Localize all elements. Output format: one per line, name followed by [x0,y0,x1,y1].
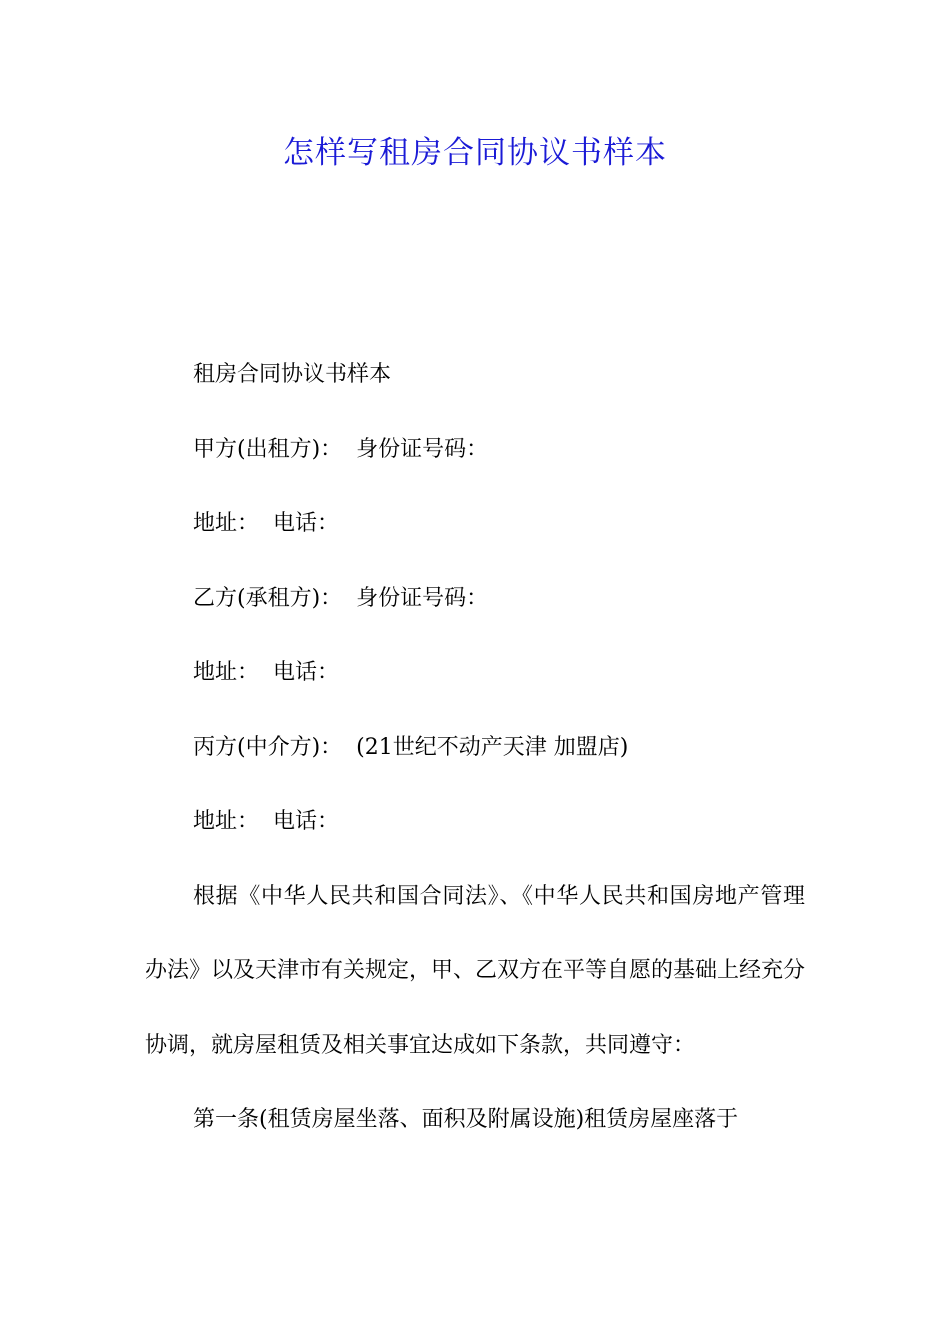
party-a-address-line: 地址： 电话： [193,511,339,536]
party-c-address-line: 地址： 电话： [193,809,339,834]
party-b-line: 乙方(承租方)： 身份证号码： [193,585,489,611]
party-b-address-line: 地址： 电话： [193,660,339,685]
party-a-line: 甲方(出租方)： 身份证号码： [193,436,489,462]
article-one-paragraph: 第一条(租赁房屋坐落、面积及附属设施)租赁房屋座落于 [193,1107,739,1132]
party-c-line: 丙方(中介方)： (21世纪不动产天津 加盟店) [193,734,629,760]
document-body [145,338,805,1158]
preamble-paragraph: 根据《中华人民共和国合同法》、《中华人民共和国房地产管理办法》以及天津市有关规定，甲、乙双方在平等自愿的基础上经充分协调，就房屋租赁及相关事宜达成如下条款，共同遵守： [145,883,806,1058]
document-title: 怎样写租房合同协议书样本 [283,135,667,171]
subtitle-paragraph: 租房合同协议书样本 [193,362,392,387]
